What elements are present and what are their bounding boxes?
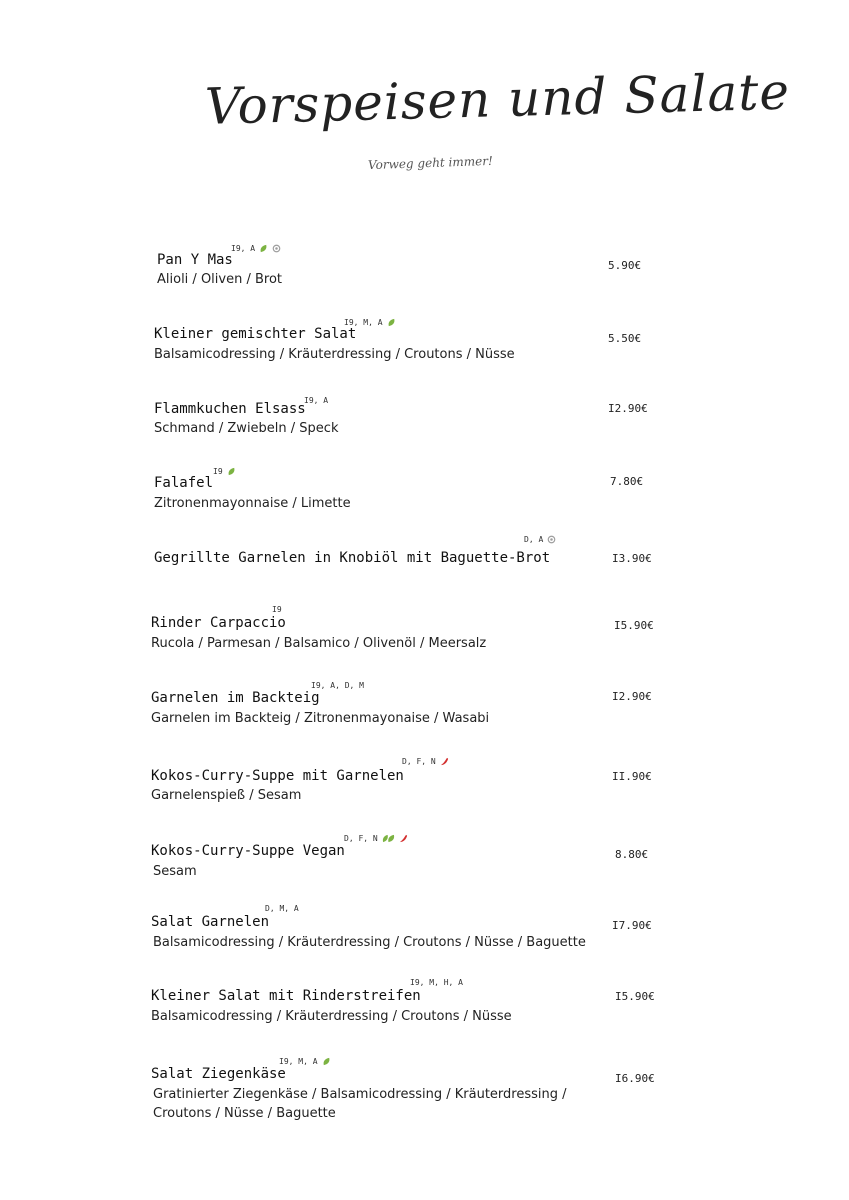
leaf-icon <box>387 318 396 327</box>
menu-item-price: I3.90€ <box>612 552 652 565</box>
leaf-icon <box>322 1057 331 1066</box>
menu-item-description: Balsamicodressing / Kräuterdressing / Croutons / Nüsse <box>154 347 515 362</box>
menu-item-name: Kleiner Salat mit Rinderstreifen <box>151 988 421 1004</box>
egg-icon <box>547 535 556 544</box>
menu-item-price: 5.90€ <box>608 259 642 272</box>
allergen-codes-text: I9, A <box>304 396 329 405</box>
chili-icon <box>440 757 449 766</box>
menu-item-description: Garnelen im Backteig / Zitronenmayonaise / Wasabi <box>151 711 490 726</box>
menu-item-price: 8.80€ <box>615 848 649 861</box>
menu-item-name: Salat Garnelen <box>151 914 270 930</box>
leaf-icon <box>259 244 268 253</box>
menu-item-description: Gratinierter Ziegenkäse / Balsamicodressing / Kräuterdressing / <box>153 1087 567 1102</box>
vegan-leaves-icon <box>382 834 395 843</box>
allergen-codes <box>272 605 282 614</box>
menu-item-name: Rinder Carpaccio <box>151 615 286 631</box>
allergen-codes-text: I9, M, A <box>279 1057 318 1066</box>
allergen-codes <box>344 318 396 327</box>
chili-icon <box>399 834 408 843</box>
allergen-codes <box>265 904 299 913</box>
menu-item-name: Pan Y Mas <box>157 252 233 268</box>
menu-item-description: Rucola / Parmesan / Balsamico / Olivenöl / Meersalz <box>151 636 487 651</box>
allergen-codes-text: D, F, N <box>344 834 378 843</box>
menu-item-description: Balsamicodressing / Kräuterdressing / Croutons / Nüsse <box>151 1009 512 1024</box>
menu-item-name: Falafel <box>154 475 214 491</box>
menu-item-description: Garnelenspieß / Sesam <box>151 788 302 803</box>
allergen-codes-text: I9, M, H, A <box>410 978 463 987</box>
menu-item-name: Kleiner gemischter Salat <box>154 326 357 342</box>
menu-item-price: II.90€ <box>612 770 652 783</box>
allergen-codes <box>279 1057 331 1066</box>
allergen-codes-text: D, M, A <box>265 904 299 913</box>
allergen-codes-text: I9 <box>272 605 282 614</box>
menu-item-price: 5.50€ <box>608 332 642 345</box>
allergen-codes <box>524 535 556 544</box>
allergen-codes-text: I9, M, A <box>344 318 383 327</box>
allergen-codes <box>231 244 281 253</box>
menu-item-name: Garnelen im Backteig <box>151 690 320 706</box>
menu-item-description-line2: Croutons / Nüsse / Baguette <box>153 1106 336 1121</box>
allergen-codes-text: D, A <box>524 535 544 544</box>
menu-title: Vorspeisen und Salate <box>204 62 791 136</box>
menu-subtitle: Vorweg geht immer! <box>367 153 494 173</box>
allergen-codes <box>311 681 364 690</box>
menu-item-description: Zitronenmayonnaise / Limette <box>154 496 351 511</box>
allergen-codes-text: I9, A, D, M <box>311 681 364 690</box>
leaf-icon <box>227 467 236 476</box>
menu-item-price: I2.90€ <box>612 690 652 703</box>
menu-item-description: Sesam <box>153 864 197 879</box>
egg-icon <box>272 244 281 253</box>
menu-item-name: Kokos-Curry-Suppe mit Garnelen <box>151 768 404 784</box>
menu-item-price: I5.90€ <box>614 619 654 632</box>
menu-item-name: Kokos-Curry-Suppe Vegan <box>151 843 345 859</box>
menu-item-price: I2.90€ <box>608 402 648 415</box>
allergen-codes <box>344 834 408 843</box>
menu-item-description: Alioli / Oliven / Brot <box>157 272 282 287</box>
menu-item-name: Flammkuchen Elsass <box>154 401 306 417</box>
allergen-codes-text: I9, A <box>231 244 256 253</box>
allergen-codes-text: I9 <box>213 467 223 476</box>
allergen-codes-text: D, F, N <box>402 757 436 766</box>
allergen-codes <box>304 396 328 405</box>
menu-item-price: I6.90€ <box>615 1072 655 1085</box>
allergen-codes <box>410 978 463 987</box>
allergen-codes <box>402 757 449 766</box>
menu-item-price: I7.90€ <box>612 919 652 932</box>
menu-item-price: I5.90€ <box>615 990 655 1003</box>
menu-item-price: 7.80€ <box>610 475 644 488</box>
allergen-codes <box>213 467 236 476</box>
menu-item-name: Gegrillte Garnelen in Knobiöl mit Baguette-Brot <box>154 550 551 566</box>
menu-item-name: Salat Ziegenkäse <box>151 1066 286 1082</box>
menu-item-description: Balsamicodressing / Kräuterdressing / Croutons / Nüsse / Baguette <box>153 935 586 950</box>
menu-item-description: Schmand / Zwiebeln / Speck <box>154 421 339 436</box>
